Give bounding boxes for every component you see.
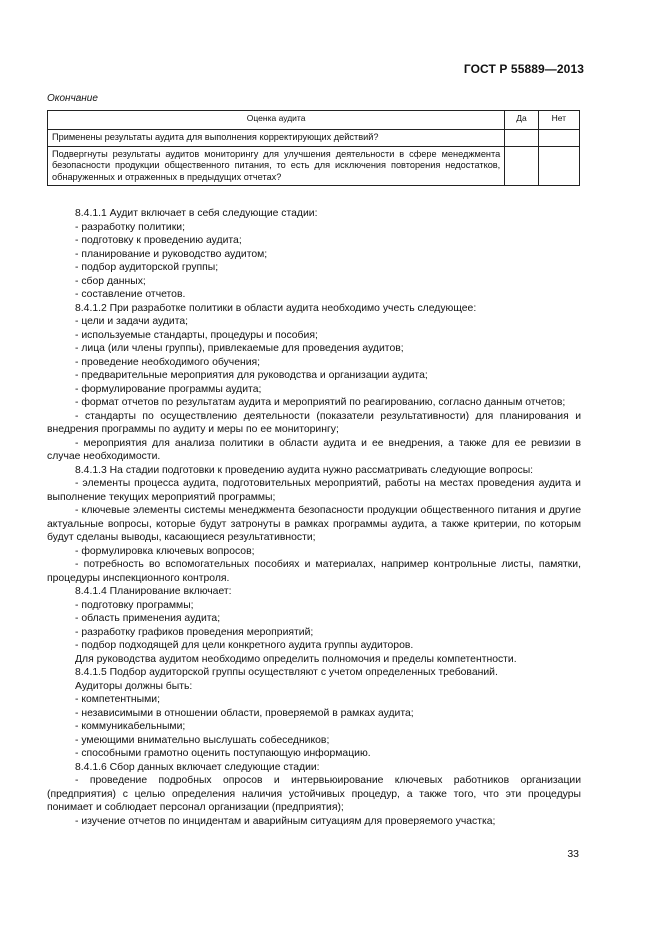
yes-cell [505, 146, 538, 186]
paragraph: - подготовку программы; [75, 599, 194, 611]
paragraph: - планирование и руководство аудитом; [75, 248, 268, 260]
paragraph: - умеющими внимательно выслушать собеседников; [75, 734, 330, 746]
paragraph: - область применения аудита; [75, 613, 221, 624]
paragraph: - предварительные мероприятия для руководства и организации аудита; [75, 370, 428, 381]
paragraph: - проведение подробных опросов и интервьюирование ключевых работников организации (предприятия) с целью определения наличия устойчивых процедур, а также того, что эти процедуры понимает и соблюдает персонал организации (предприятия); [47, 775, 581, 813]
document-body [47, 207, 581, 828]
paragraph: 8.4.1.1 Аудит включает в себя следующие стадии: [75, 208, 318, 219]
paragraph: - формулирование программы аудита; [75, 383, 262, 395]
standard-header: ГОСТ Р 55889—2013 [463, 62, 584, 76]
paragraph: - проведение необходимого обучения; [75, 356, 261, 368]
no-cell [538, 146, 579, 186]
paragraph: - разработку политики; [75, 221, 185, 233]
paragraph: - элементы процесса аудита, подготовительных мероприятий, работы на местах проведения аудита и выполнение текущих мероприятий программы; [47, 478, 581, 503]
table-row [48, 130, 580, 147]
table-header-row [48, 111, 580, 130]
paragraph: - стандарты по осуществлению деятельности (показатели результативности) для планирования и внедрения программы по аудиту и меры по ее мониторингу; [47, 410, 581, 435]
yes-cell [505, 130, 538, 147]
paragraph: 8.4.1.2 При разработке политики в области аудита необходимо учесть следующее: [75, 302, 477, 314]
audit-evaluation-table [47, 110, 580, 186]
paragraph: 8.4.1.5 Подбор аудиторской группы осуществляют с учетом определенных требований. [75, 667, 498, 678]
paragraph: - изучение отчетов по инцидентам и аварийным ситуациям для проверяемого участка; [75, 815, 496, 827]
page-number: 33 [567, 848, 579, 860]
paragraph: 8.4.1.3 На стадии подготовки к проведению аудита нужно рассматривать следующие вопросы: [75, 464, 534, 476]
paragraph: - формат отчетов по результатам аудита и мероприятий по реагированию, согласно данным отчетов; [75, 397, 566, 408]
paragraph: - подбор аудиторской группы; [75, 262, 219, 273]
paragraph: - формулировка ключевых вопросов; [75, 545, 255, 557]
paragraph: - способными грамотно оценить поступающую информацию. [75, 748, 371, 759]
header-no: Нет [538, 111, 579, 130]
paragraph: - используемые стандарты, процедуры и пособия; [75, 329, 318, 341]
paragraph: - потребность во вспомогательных пособиях и материалах, например контрольные листы, памятки, процедуры инспекционного контроля. [47, 559, 581, 584]
header-audit-evaluation: Оценка аудита [48, 111, 505, 130]
paragraph: - составление отчетов. [75, 289, 186, 300]
table-row [48, 146, 580, 186]
paragraph: - подбор подходящей для цели конкретного аудита группы аудиторов. [75, 640, 414, 651]
paragraph: Для руководства аудитом необходимо определить полномочия и пределы компетентности. [75, 653, 517, 665]
paragraph: - сбор данных; [75, 275, 146, 287]
paragraph: - лица (или члены группы), привлекаемые для проведения аудитов; [75, 343, 404, 354]
paragraph: - подготовку к проведению аудита; [75, 235, 242, 246]
paragraph: - компетентными; [75, 694, 160, 705]
question-cell: Применены результаты аудита для выполнения корректирующих действий? [48, 130, 505, 147]
paragraph: - разработку графиков проведения мероприятий; [75, 626, 314, 638]
question-cell: Подвергнуты результаты аудитов мониторингу для улучшения деятельности в сфере менеджмента безопасности продукции общественного питания, то есть для исключения повторения недостатков, обнаруженных и отраженных в предыдущих отчетах? [48, 146, 505, 186]
header-yes: Да [505, 111, 538, 130]
paragraph: - цели и задачи аудита; [75, 316, 189, 327]
table-caption: Окончание [47, 93, 98, 104]
paragraph: Аудиторы должны быть: [75, 680, 193, 692]
paragraph: - мероприятия для анализа политики в области аудита и ее внедрения, а также для ее ревизии в случае необходимости. [47, 437, 581, 462]
paragraph: 8.4.1.4 Планирование включает: [75, 586, 232, 597]
paragraph: - независимыми в отношении области, проверяемой в рамках аудита; [75, 707, 414, 719]
no-cell [538, 130, 579, 147]
paragraph: 8.4.1.6 Сбор данных включает следующие стадии: [75, 761, 320, 773]
paragraph: - ключевые элементы системы менеджмента безопасности продукции общественного питания и другие актуальные вопросы, которые будут затронуты в рамках программы аудита, а также критерии, по которым будут сделаны выводы, касающиеся результативности; [47, 505, 581, 543]
paragraph: - коммуникабельными; [75, 721, 186, 732]
